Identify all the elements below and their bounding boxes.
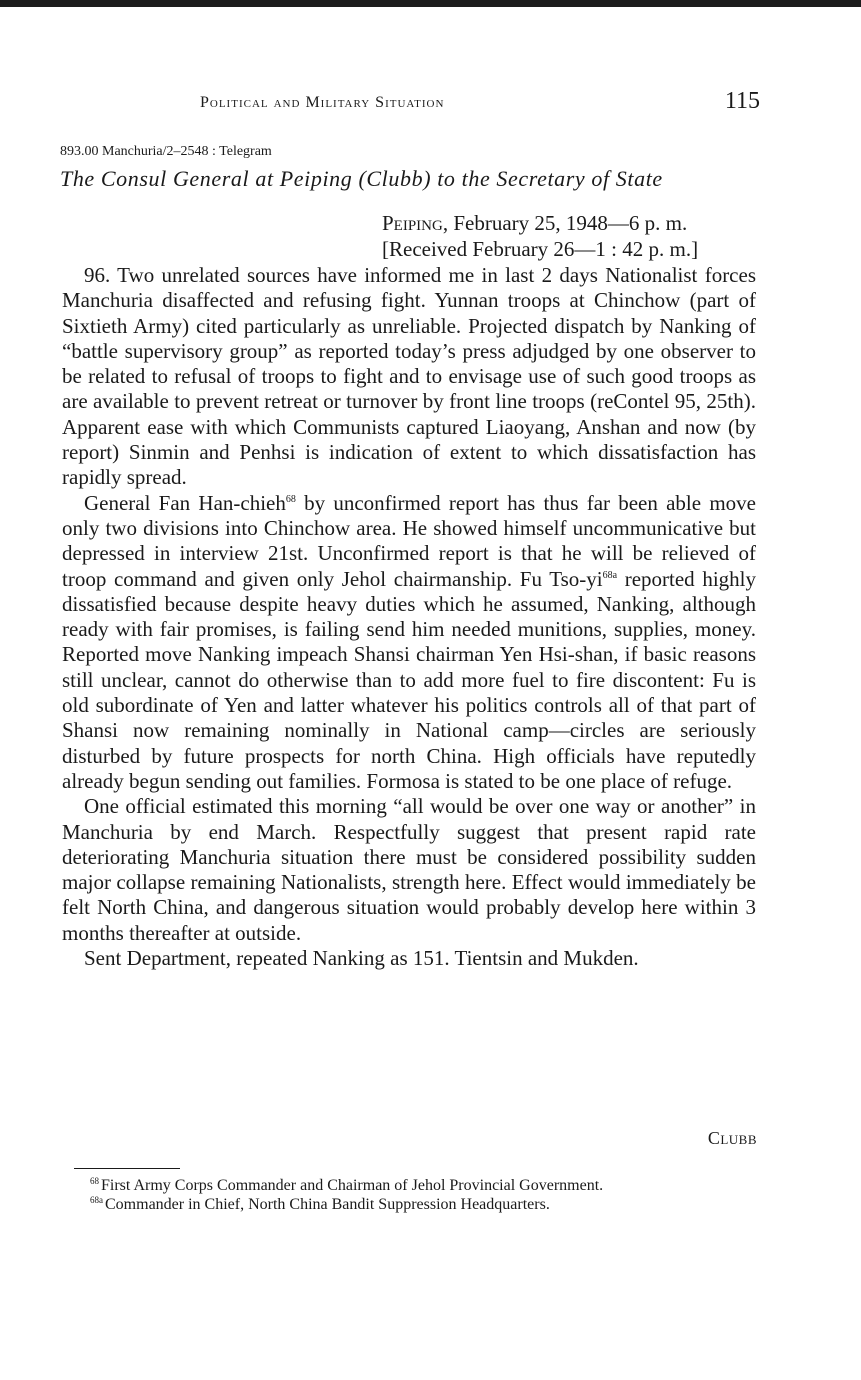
footnote-ref[interactable]: 68 — [285, 493, 296, 505]
footnote-mark: 68a — [90, 1194, 103, 1205]
paragraph-text: One official estimated this morning “all would be over one way or another” in Manchuria by end March. Respectfully suggest that present rapid rate deteriorating Manchuria situation there must be considered possibility sudden major collapse remaining Nationalists, strength here. Effect would immediately be felt North China, and dangerous situation would probably develop here within 3 months thereafter at outside. — [62, 794, 756, 945]
paragraph — [62, 491, 756, 795]
page-top-border — [0, 0, 861, 7]
dateline-place: Peiping — [382, 211, 443, 235]
signature: Clubb — [707, 1128, 757, 1148]
dateline-sent — [382, 210, 698, 236]
dateline-date: , February 25, 1948—6 p. m. — [442, 211, 688, 235]
footnotes — [90, 1176, 770, 1214]
paragraph — [62, 263, 756, 491]
footnote — [90, 1176, 770, 1195]
telegram-body — [62, 263, 756, 971]
dateline — [382, 210, 698, 262]
footnote — [90, 1195, 770, 1214]
dateline-received: [Received February 26—1 : 42 p. m.] — [382, 237, 699, 261]
footnote-divider — [74, 1168, 180, 1169]
paragraph — [62, 794, 756, 946]
footnote-text: Commander in Chief, North China Bandit Suppression Headquarters. — [105, 1196, 550, 1213]
running-head: Political and Military Situation — [200, 94, 445, 111]
footnote-text: First Army Corps Commander and Chairman of Jehol Provincial Government. — [101, 1177, 604, 1194]
paragraph-text: General Fan Han-chieh — [84, 490, 286, 515]
document-title: The Consul General at Peiping (Clubb) to the Secretary of State — [60, 166, 663, 191]
paragraph — [62, 946, 756, 971]
footnote-ref[interactable]: 68a — [602, 569, 618, 581]
page-number: 115 — [724, 88, 760, 114]
footnote-mark: 68 — [90, 1175, 99, 1186]
paragraph-text: Sent Department, repeated Nanking as 151. Tientsin and Mukden. — [84, 946, 639, 971]
paragraph-text: 96. Two unrelated sources have informed me in last 2 days Nationalist forces Manchuria disaffected and refusing fight. Yunnan troops at Chinchow (part of Sixtieth Army) cited particularly as unreliable. Projected dispatch by Nanking of “battle supervisory group” as reported today’s press adjudged by one observer to be related to refusal of troops to fight and to envisage use of such good troops as are available to prevent retreat or turnover by front line troops (reContel 95, 25th). Apparent ease with which Communists captured Liaoyang, Anshan and now (by report) Sinmin and Penhsi is indication of extent to which dissatisfaction has rapidly spread. — [62, 263, 756, 490]
paragraph-text: by unconfirmed report has thus far been able move only two divisions into Chinchow area. He showed himself uncommunicative but depressed in interview 21st. Unconfirmed report is that he will be relieved of troop command and given only Jehol chairmanship. Fu Tso-yi — [62, 490, 756, 591]
paragraph-text: reported highly dissatisfied because despite heavy duties which he assumed, Nanking, although ready with fair promises, is failing send him needed munitions, supplies, money. Reported move Nanking impeach Shansi chairman Yen Hsi-shan, if basic reasons still unclear, cannot do otherwise than to add more fuel to fire discontent: Fu is old subordinate of Yen and latter whatever his politics controls all of that part of Shansi now remaining nominally in National camp—circles are seriously disturbed by future prospects for north China. High officials have reputedly already begun sending out families. Formosa is stated to be one place of refuge. — [62, 566, 756, 793]
page-header — [60, 90, 760, 122]
file-reference: 893.00 Manchuria/2–2548 : Telegram — [60, 144, 272, 159]
